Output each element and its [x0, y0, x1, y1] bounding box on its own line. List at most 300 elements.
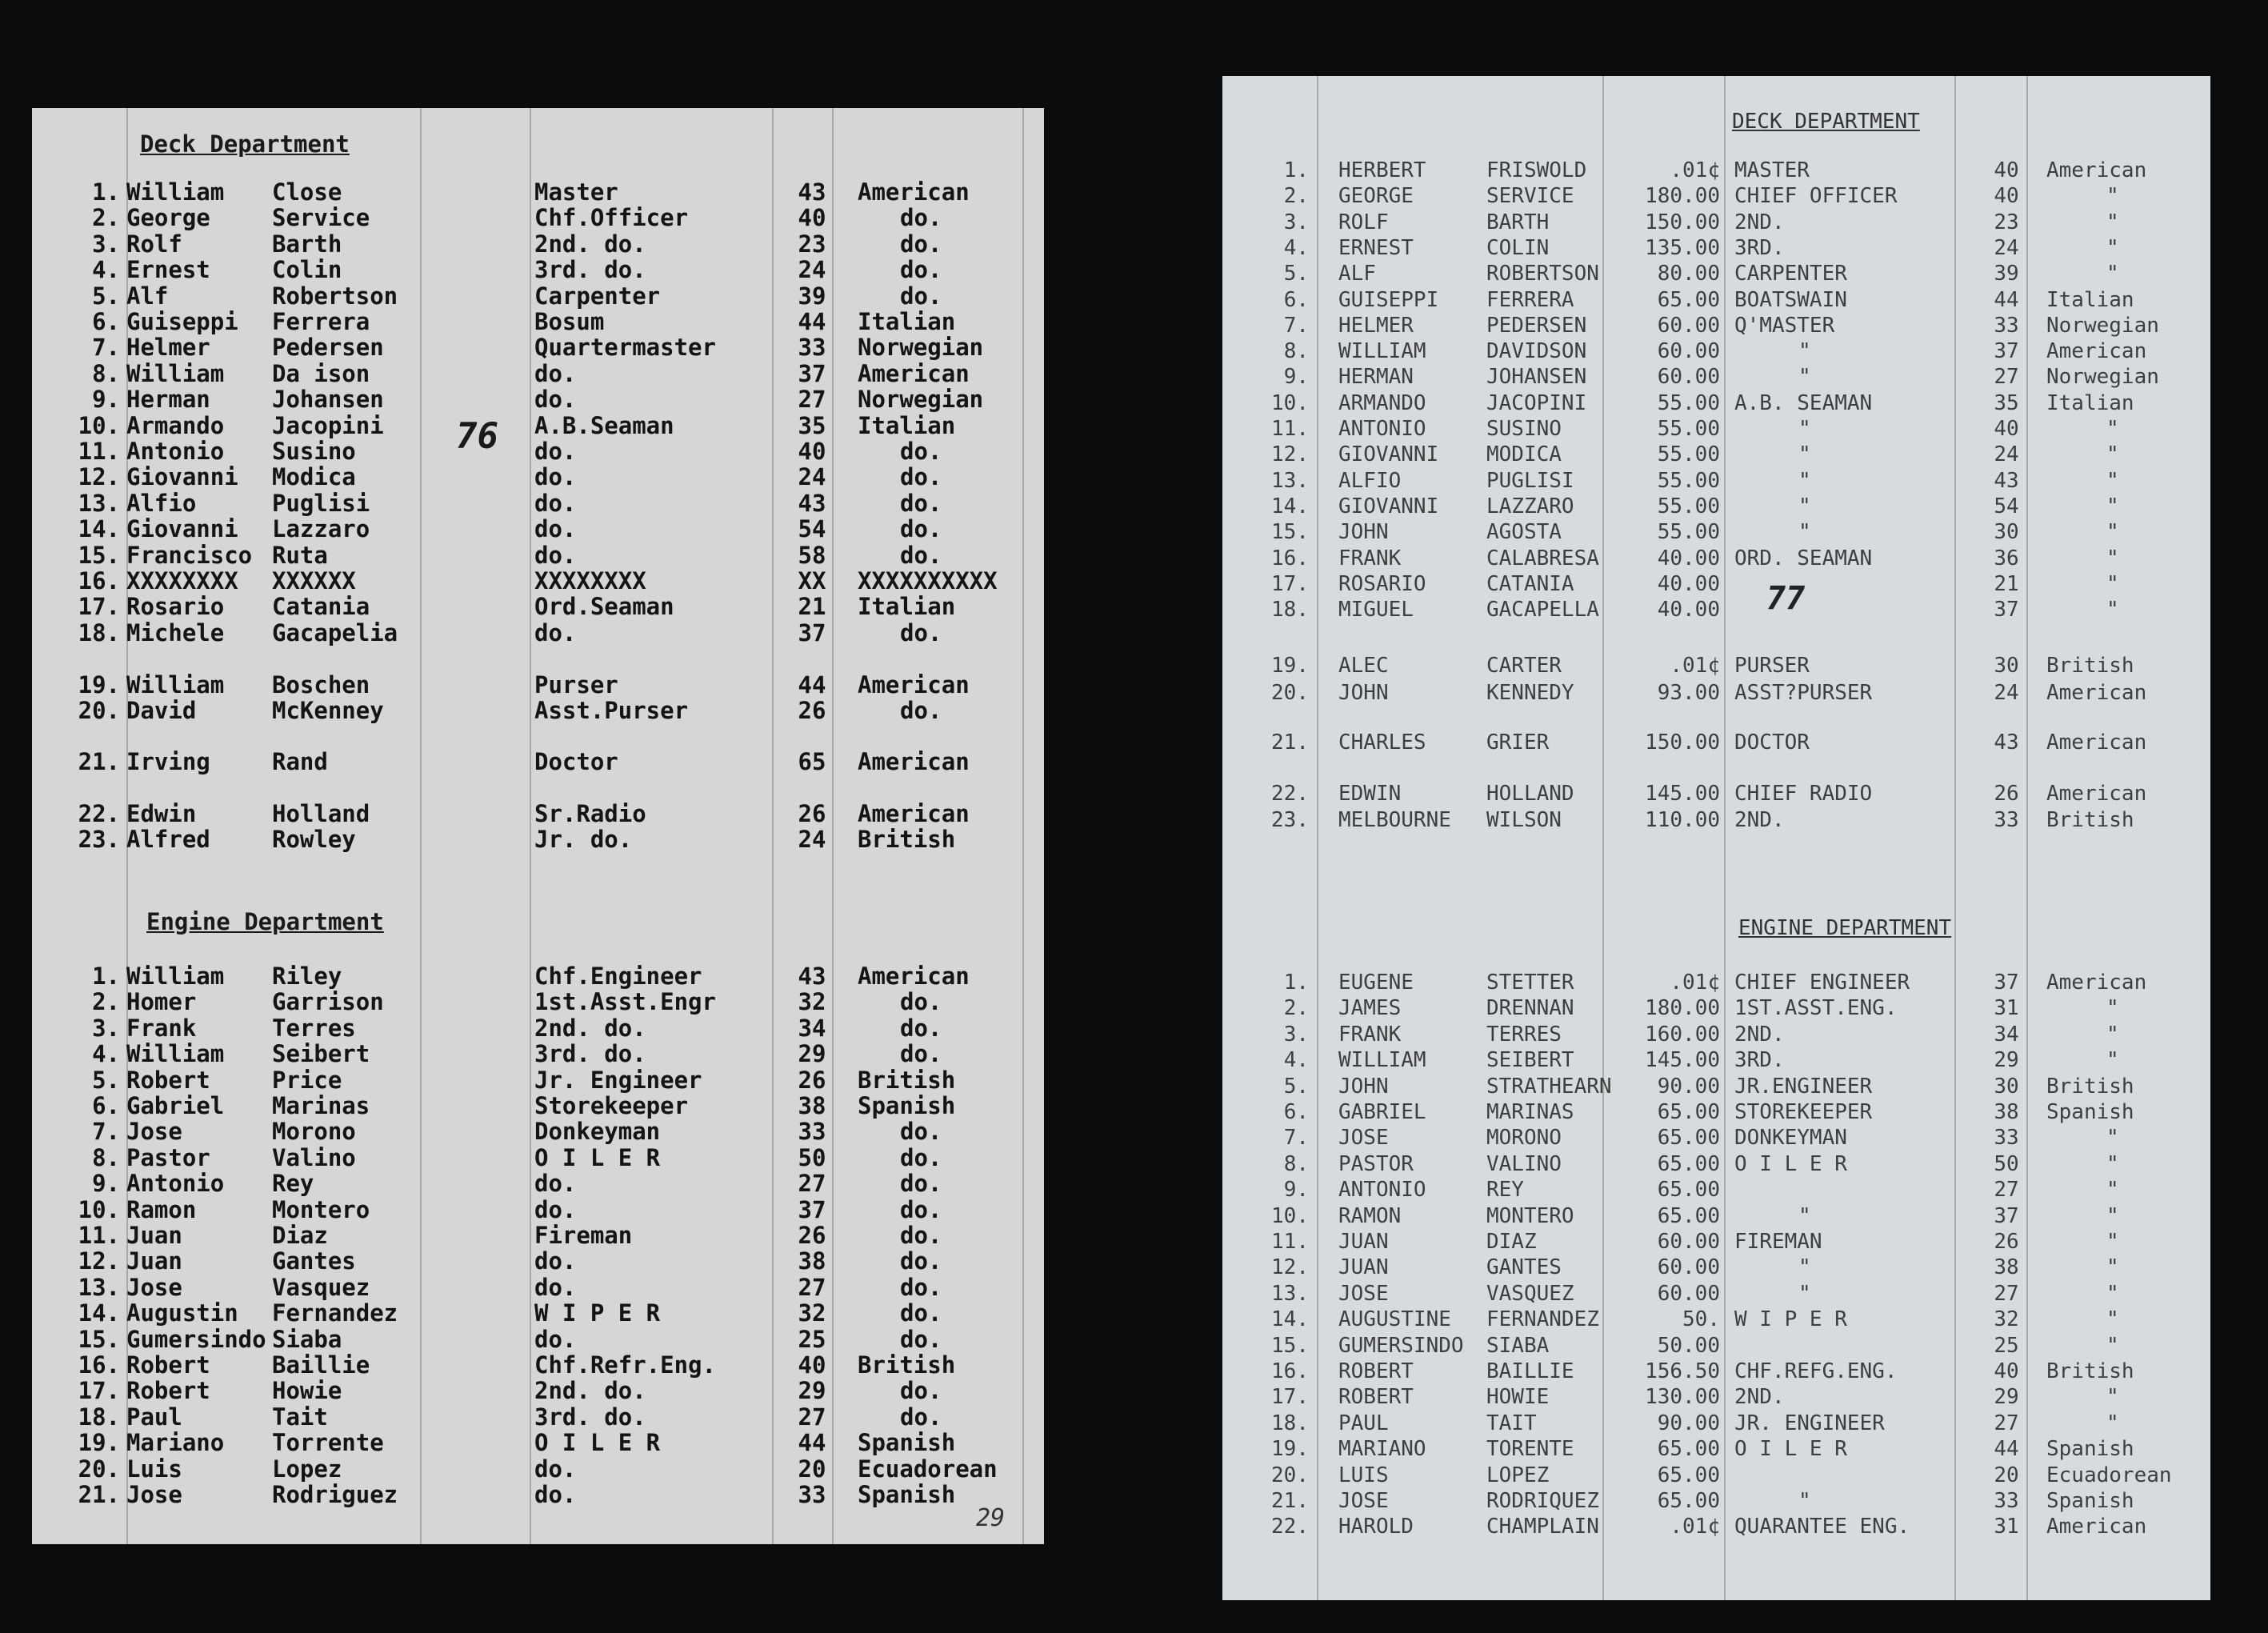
- crew-nationality: do.: [900, 1040, 942, 1068]
- crew-first-name: ANTONIO: [1338, 1178, 1426, 1203]
- crew-first-name: FRANK: [1338, 546, 1402, 570]
- crew-number: 15.: [1271, 520, 1309, 545]
- crew-row: [32, 988, 1044, 1015]
- crew-age: 25: [798, 1325, 826, 1353]
- crew-first-name: GUISEPPI: [1338, 287, 1439, 312]
- crew-row: [1222, 681, 2210, 707]
- crew-first-name: Herman: [126, 386, 210, 414]
- crew-first-name: JOSE: [1338, 1126, 1389, 1151]
- crew-row: [32, 1067, 1044, 1093]
- crew-wage: 50.00: [1657, 1333, 1720, 1358]
- crew-last-name: HOLLAND: [1486, 782, 1574, 806]
- crew-last-name: Robertson: [272, 282, 398, 310]
- crew-nationality: do.: [900, 1247, 942, 1275]
- crew-last-name: MONTERO: [1486, 1203, 1574, 1228]
- crew-rank: BOATSWAIN: [1734, 287, 1847, 312]
- crew-number: 6.: [1283, 287, 1309, 312]
- crew-number: 1.: [92, 178, 120, 206]
- crew-nationality: ": [2106, 235, 2119, 260]
- crew-first-name: Edwin: [126, 800, 197, 827]
- crew-rank: Bosum: [534, 308, 605, 335]
- crew-wage: 40.00: [1657, 598, 1720, 622]
- crew-rank: Doctor: [534, 748, 618, 775]
- crew-last-name: DIAZ: [1486, 1230, 1537, 1254]
- crew-age: 43: [1994, 730, 2019, 754]
- crew-nationality: do.: [900, 1222, 942, 1249]
- crew-row: [1222, 971, 2210, 997]
- crew-last-name: Modica: [272, 463, 356, 491]
- crew-age: 21: [798, 593, 826, 621]
- crew-number: 12.: [1271, 1255, 1309, 1280]
- crew-rank: FIREMAN: [1734, 1230, 1822, 1254]
- crew-last-name: Rey: [272, 1170, 314, 1198]
- crew-age: 27: [1994, 1281, 2019, 1306]
- crew-number: 16.: [78, 1351, 120, 1379]
- crew-last-name: MARINAS: [1486, 1100, 1574, 1124]
- crew-first-name: XXXXXXXX: [126, 567, 238, 594]
- crew-first-name: Jose: [126, 1273, 182, 1301]
- crew-first-name: WILLIAM: [1338, 1048, 1426, 1073]
- crew-nationality: Spanish: [858, 1092, 956, 1119]
- crew-rank: CHIEF ENGINEER: [1734, 971, 1910, 995]
- crew-row: [1222, 730, 2210, 757]
- crew-age: 44: [798, 671, 826, 698]
- crew-age: 36: [1994, 546, 2019, 570]
- crew-number: 18.: [78, 1403, 120, 1431]
- crew-row: [1222, 598, 2210, 624]
- crew-rank: Sr.Radio: [534, 800, 646, 827]
- crew-number: 3.: [1283, 1022, 1309, 1047]
- crew-nationality: do.: [900, 1273, 942, 1301]
- crew-age: 23: [1994, 210, 2019, 234]
- crew-row: [32, 748, 1044, 774]
- crew-number: 23.: [78, 826, 120, 853]
- crew-age: 33: [1994, 1126, 2019, 1151]
- crew-last-name: Susino: [272, 438, 356, 465]
- crew-first-name: JUAN: [1338, 1230, 1389, 1254]
- crew-number: 12.: [78, 463, 120, 491]
- crew-row: [32, 1144, 1044, 1171]
- crew-last-name: CATANIA: [1486, 571, 1574, 596]
- crew-first-name: MIGUEL: [1338, 598, 1414, 622]
- crew-rank: Fireman: [534, 1222, 633, 1249]
- crew-last-name: FERRERA: [1486, 287, 1574, 312]
- crew-rank: O I L E R: [534, 1429, 661, 1457]
- crew-age: 21: [1994, 571, 2019, 596]
- crew-first-name: CHARLES: [1338, 730, 1426, 754]
- crew-age: 37: [1994, 598, 2019, 622]
- crew-last-name: REY: [1486, 1178, 1524, 1203]
- crew-rank: ": [1798, 365, 1811, 390]
- crew-first-name: GUMERSINDO: [1338, 1333, 1464, 1358]
- crew-nationality: ": [2106, 1203, 2119, 1228]
- crew-nationality: Ecuadorean: [858, 1455, 998, 1483]
- crew-first-name: JOHN: [1338, 681, 1389, 705]
- crew-rank: A.B. SEAMAN: [1734, 390, 1873, 415]
- crew-age: 27: [798, 1170, 826, 1198]
- crew-first-name: ROBERT: [1338, 1385, 1414, 1410]
- crew-nationality: American: [2046, 782, 2147, 806]
- crew-number: 16.: [78, 567, 120, 594]
- crew-number: 1.: [1283, 971, 1309, 995]
- crew-last-name: Seibert: [272, 1040, 370, 1068]
- crew-age: 27: [798, 1403, 826, 1431]
- crew-row: [32, 1351, 1044, 1378]
- crew-first-name: LUIS: [1338, 1463, 1389, 1487]
- crew-row: [32, 1429, 1044, 1455]
- crew-age: 44: [1994, 287, 2019, 312]
- crew-number: 14.: [78, 1299, 120, 1327]
- crew-row: [1222, 339, 2210, 366]
- crew-wage: 65.00: [1657, 1100, 1720, 1124]
- crew-nationality: Italian: [2046, 390, 2134, 415]
- crew-rank: STOREKEEPER: [1734, 1100, 1873, 1124]
- crew-row: [32, 1015, 1044, 1041]
- crew-first-name: Robert: [126, 1066, 210, 1094]
- crew-row: [32, 308, 1044, 334]
- crew-first-name: JOHN: [1338, 1074, 1389, 1099]
- crew-row: [1222, 469, 2210, 495]
- crew-age: 40: [798, 204, 826, 232]
- crew-first-name: Antonio: [126, 438, 225, 465]
- crew-last-name: McKenney: [272, 697, 384, 724]
- crew-row: [1222, 288, 2210, 314]
- crew-row: [32, 542, 1044, 568]
- crew-last-name: Gacapelia: [272, 618, 398, 646]
- crew-row: [32, 412, 1044, 438]
- crew-age: 26: [798, 1066, 826, 1094]
- crew-wage: 60.00: [1657, 339, 1720, 364]
- crew-row: [1222, 1437, 2210, 1463]
- crew-row: [1222, 1204, 2210, 1231]
- crew-nationality: ": [2106, 417, 2119, 441]
- crew-number: 5.: [1283, 1074, 1309, 1099]
- crew-age: 26: [1994, 782, 2019, 806]
- crew-last-name: XXXXXX: [272, 567, 356, 594]
- crew-last-name: HOWIE: [1486, 1385, 1550, 1410]
- crew-wage: 65.00: [1657, 1203, 1720, 1228]
- crew-nationality: Spanish: [858, 1429, 956, 1457]
- crew-wage: 90.00: [1657, 1074, 1720, 1099]
- crew-number: 10.: [1271, 390, 1309, 415]
- crew-number: 9.: [1283, 1178, 1309, 1203]
- crew-row: [1222, 236, 2210, 262]
- crew-first-name: GIOVANNI: [1338, 494, 1439, 518]
- crew-nationality: ": [2106, 262, 2119, 286]
- crew-wage: 145.00: [1645, 1048, 1720, 1073]
- crew-last-name: Rowley: [272, 826, 356, 853]
- crew-nationality: do.: [900, 282, 942, 310]
- crew-row: [32, 1455, 1044, 1482]
- crew-row: [1222, 1023, 2210, 1049]
- crew-number: 10.: [78, 411, 120, 439]
- crew-number: 20.: [78, 697, 120, 724]
- crew-rank: 1ST.ASST.ENG.: [1734, 996, 1898, 1021]
- crew-row: [32, 230, 1044, 257]
- crew-rank: Jr. do.: [534, 826, 633, 853]
- crew-last-name: CALABRESA: [1486, 546, 1599, 570]
- crew-first-name: ROLF: [1338, 210, 1389, 234]
- crew-number: 15.: [78, 541, 120, 569]
- crew-rank: Asst.Purser: [534, 697, 689, 724]
- crew-row: [1222, 262, 2210, 288]
- crew-nationality: do.: [900, 618, 942, 646]
- crew-age: 30: [1994, 654, 2019, 678]
- crew-number: 23.: [1271, 808, 1309, 832]
- crew-nationality: American: [2046, 1515, 2147, 1539]
- crew-nationality: do.: [900, 1403, 942, 1431]
- crew-first-name: ARMANDO: [1338, 390, 1426, 415]
- crew-last-name: SIABA: [1486, 1333, 1550, 1358]
- crew-nationality: do.: [900, 230, 942, 258]
- crew-last-name: TERRES: [1486, 1022, 1562, 1047]
- crew-row: [1222, 494, 2210, 521]
- crew-age: 43: [798, 178, 826, 206]
- crew-last-name: GACAPELLA: [1486, 598, 1599, 622]
- crew-row: [1222, 520, 2210, 546]
- crew-age: 54: [798, 515, 826, 543]
- crew-wage: 150.00: [1645, 210, 1720, 234]
- crew-row: [32, 1274, 1044, 1300]
- crew-row: [1222, 442, 2210, 469]
- crew-row: [32, 256, 1044, 282]
- crew-rank: ASST?PURSER: [1734, 681, 1873, 705]
- crew-nationality: ": [2106, 1281, 2119, 1306]
- crew-last-name: Lazzaro: [272, 515, 370, 543]
- crew-number: 19.: [1271, 654, 1309, 678]
- crew-rank: do.: [534, 489, 577, 517]
- crew-wage: 80.00: [1657, 262, 1720, 286]
- crew-nationality: American: [2046, 339, 2147, 364]
- crew-first-name: ERNEST: [1338, 235, 1414, 260]
- crew-age: 33: [1994, 313, 2019, 338]
- crew-row: [32, 1403, 1044, 1430]
- engine-department-heading: Engine Department: [146, 908, 384, 935]
- crew-rank: 2ND.: [1734, 210, 1785, 234]
- crew-last-name: Boschen: [272, 671, 370, 698]
- crew-last-name: DRENNAN: [1486, 996, 1574, 1021]
- deck-department-heading: DECK DEPARTMENT: [1732, 110, 1920, 134]
- crew-number: 7.: [1283, 1126, 1309, 1151]
- crew-rank: ": [1798, 442, 1811, 467]
- crew-first-name: ALEC: [1338, 654, 1389, 678]
- crew-last-name: RODRIQUEZ: [1486, 1489, 1599, 1513]
- crew-nationality: ": [2106, 210, 2119, 234]
- crew-nationality: Spanish: [2046, 1100, 2134, 1124]
- crew-age: 37: [798, 359, 826, 387]
- crew-rank: Q'MASTER: [1734, 313, 1835, 338]
- crew-age: 30: [1994, 1074, 2019, 1099]
- crew-first-name: GABRIEL: [1338, 1100, 1426, 1124]
- crew-age: 37: [1994, 339, 2019, 364]
- deck-department-heading: Deck Department: [140, 130, 350, 158]
- crew-number: 16.: [1271, 1359, 1309, 1383]
- crew-rank: O I L E R: [1734, 1151, 1847, 1176]
- crew-row: [1222, 1255, 2210, 1282]
- crew-last-name: PEDERSEN: [1486, 313, 1587, 338]
- crew-age: 39: [798, 282, 826, 310]
- crew-rank: CARPENTER: [1734, 262, 1847, 286]
- crew-first-name: Robert: [126, 1351, 210, 1379]
- crew-age: 29: [798, 1040, 826, 1068]
- crew-rank: Carpenter: [534, 282, 661, 310]
- crew-row: [1222, 782, 2210, 808]
- crew-nationality: do.: [900, 1195, 942, 1223]
- crew-wage: 55.00: [1657, 417, 1720, 441]
- crew-wage: 145.00: [1645, 782, 1720, 806]
- crew-wage: 156.50: [1645, 1359, 1720, 1383]
- crew-rank: 2nd. do.: [534, 1377, 646, 1405]
- crew-first-name: JUAN: [1338, 1255, 1389, 1280]
- crew-number: 22.: [1271, 782, 1309, 806]
- crew-first-name: Juan: [126, 1247, 182, 1275]
- crew-rank: 3RD.: [1734, 235, 1785, 260]
- crew-age: 24: [798, 463, 826, 491]
- crew-nationality: do.: [900, 515, 942, 543]
- crew-first-name: Juan: [126, 1222, 182, 1249]
- crew-rank: JR. ENGINEER: [1734, 1411, 1885, 1435]
- crew-first-name: PASTOR: [1338, 1151, 1414, 1176]
- crew-row: [32, 204, 1044, 230]
- crew-age: 24: [1994, 442, 2019, 467]
- crew-number: 21.: [1271, 730, 1309, 754]
- crew-first-name: Mariano: [126, 1429, 225, 1457]
- crew-nationality: American: [858, 671, 970, 698]
- crew-rank: MASTER: [1734, 158, 1810, 182]
- crew-age: 27: [1994, 1411, 2019, 1435]
- crew-age: 31: [1994, 996, 2019, 1021]
- crew-row: [32, 619, 1044, 646]
- crew-rank: 2nd. do.: [534, 1014, 646, 1042]
- crew-last-name: STRATHEARN: [1486, 1074, 1612, 1099]
- crew-age: 38: [798, 1247, 826, 1275]
- crew-last-name: Baillie: [272, 1351, 370, 1379]
- crew-row: [32, 1326, 1044, 1352]
- crew-number: 17.: [1271, 571, 1309, 596]
- crew-wage: 65.00: [1657, 287, 1720, 312]
- crew-row: [32, 697, 1044, 723]
- crew-nationality: American: [858, 178, 970, 206]
- crew-age: 37: [1994, 971, 2019, 995]
- crew-wage: 55.00: [1657, 520, 1720, 545]
- crew-rank: 3rd. do.: [534, 256, 646, 284]
- crew-age: 37: [1994, 1203, 2019, 1228]
- crew-rank: ": [1798, 1203, 1811, 1228]
- crew-age: 26: [798, 1222, 826, 1249]
- crew-last-name: Montero: [272, 1195, 370, 1223]
- crew-age: 40: [1994, 417, 2019, 441]
- crew-number: 17.: [78, 593, 120, 621]
- crew-last-name: MORONO: [1486, 1126, 1562, 1151]
- crew-row: [1222, 1334, 2210, 1360]
- crew-first-name: RAMON: [1338, 1203, 1402, 1228]
- crew-rank: ": [1798, 520, 1811, 545]
- crew-number: 1.: [1283, 158, 1309, 182]
- crew-row: [1222, 1307, 2210, 1334]
- crew-number: 1.: [92, 963, 120, 990]
- crew-rank: do.: [534, 1325, 577, 1353]
- crew-rank: Purser: [534, 671, 618, 698]
- crew-rank: 2ND.: [1734, 1022, 1785, 1047]
- crew-age: 26: [1994, 1230, 2019, 1254]
- crew-number: 7.: [92, 334, 120, 362]
- crew-age: 32: [1994, 1307, 2019, 1332]
- crew-first-name: EDWIN: [1338, 782, 1402, 806]
- crew-first-name: Giovanni: [126, 463, 238, 491]
- crew-first-name: Guiseppi: [126, 308, 238, 335]
- crew-rank: QUARANTEE ENG.: [1734, 1515, 1910, 1539]
- crew-row: [32, 1118, 1044, 1144]
- crew-row: [32, 386, 1044, 412]
- crew-row: [32, 567, 1044, 594]
- crew-first-name: ROBERT: [1338, 1359, 1414, 1383]
- crew-row: [1222, 1489, 2210, 1515]
- crew-last-name: VASQUEZ: [1486, 1281, 1574, 1306]
- crew-nationality: American: [858, 800, 970, 827]
- crew-number: 3.: [92, 230, 120, 258]
- crew-age: 44: [798, 308, 826, 335]
- crew-age: 38: [1994, 1255, 2019, 1280]
- crew-row: [1222, 1463, 2210, 1490]
- crew-age: 24: [1994, 235, 2019, 260]
- crew-nationality: ": [2106, 1230, 2119, 1254]
- crew-age: 40: [798, 438, 826, 465]
- crew-row: [32, 178, 1044, 205]
- crew-rank: do.: [534, 359, 577, 387]
- crew-rank: W I P E R: [534, 1299, 661, 1327]
- crew-first-name: Gumersindo: [126, 1325, 266, 1353]
- crew-number: 11.: [1271, 1230, 1309, 1254]
- crew-number: 19.: [78, 671, 120, 698]
- crew-number: 14.: [78, 515, 120, 543]
- crew-wage: 55.00: [1657, 442, 1720, 467]
- crew-rank: do.: [534, 541, 577, 569]
- crew-wage: 130.00: [1645, 1385, 1720, 1410]
- crew-number: 13.: [78, 489, 120, 517]
- crew-last-name: Price: [272, 1066, 342, 1094]
- crew-first-name: AUGUSTINE: [1338, 1307, 1451, 1332]
- crew-first-name: Ramon: [126, 1195, 197, 1223]
- crew-number: 13.: [1271, 1281, 1309, 1306]
- crew-nationality: do.: [900, 489, 942, 517]
- crew-age: 50: [798, 1143, 826, 1171]
- crew-rank: ": [1798, 468, 1811, 493]
- crew-first-name: JAMES: [1338, 996, 1402, 1021]
- crew-rank: do.: [534, 1273, 577, 1301]
- crew-first-name: David: [126, 697, 197, 724]
- crew-first-name: JOSE: [1338, 1281, 1389, 1306]
- crew-first-name: William: [126, 671, 225, 698]
- crew-wage: 135.00: [1645, 235, 1720, 260]
- crew-age: 27: [798, 386, 826, 414]
- crew-rank: Quartermaster: [534, 334, 716, 362]
- crew-first-name: PAUL: [1338, 1411, 1389, 1435]
- crew-last-name: Close: [272, 178, 342, 206]
- crew-number: 10.: [78, 1195, 120, 1223]
- crew-last-name: Colin: [272, 256, 342, 284]
- crew-number: 9.: [92, 386, 120, 414]
- crew-row: [32, 671, 1044, 698]
- crew-number: 19.: [78, 1429, 120, 1457]
- crew-number: 2.: [92, 204, 120, 232]
- crew-rank: do.: [534, 1455, 577, 1483]
- crew-last-name: Gantes: [272, 1247, 356, 1275]
- crew-row: [1222, 417, 2210, 443]
- crew-age: XX: [798, 567, 826, 594]
- crew-wage: 55.00: [1657, 468, 1720, 493]
- crew-rank: ": [1798, 1255, 1811, 1280]
- crew-nationality: ": [2106, 442, 2119, 467]
